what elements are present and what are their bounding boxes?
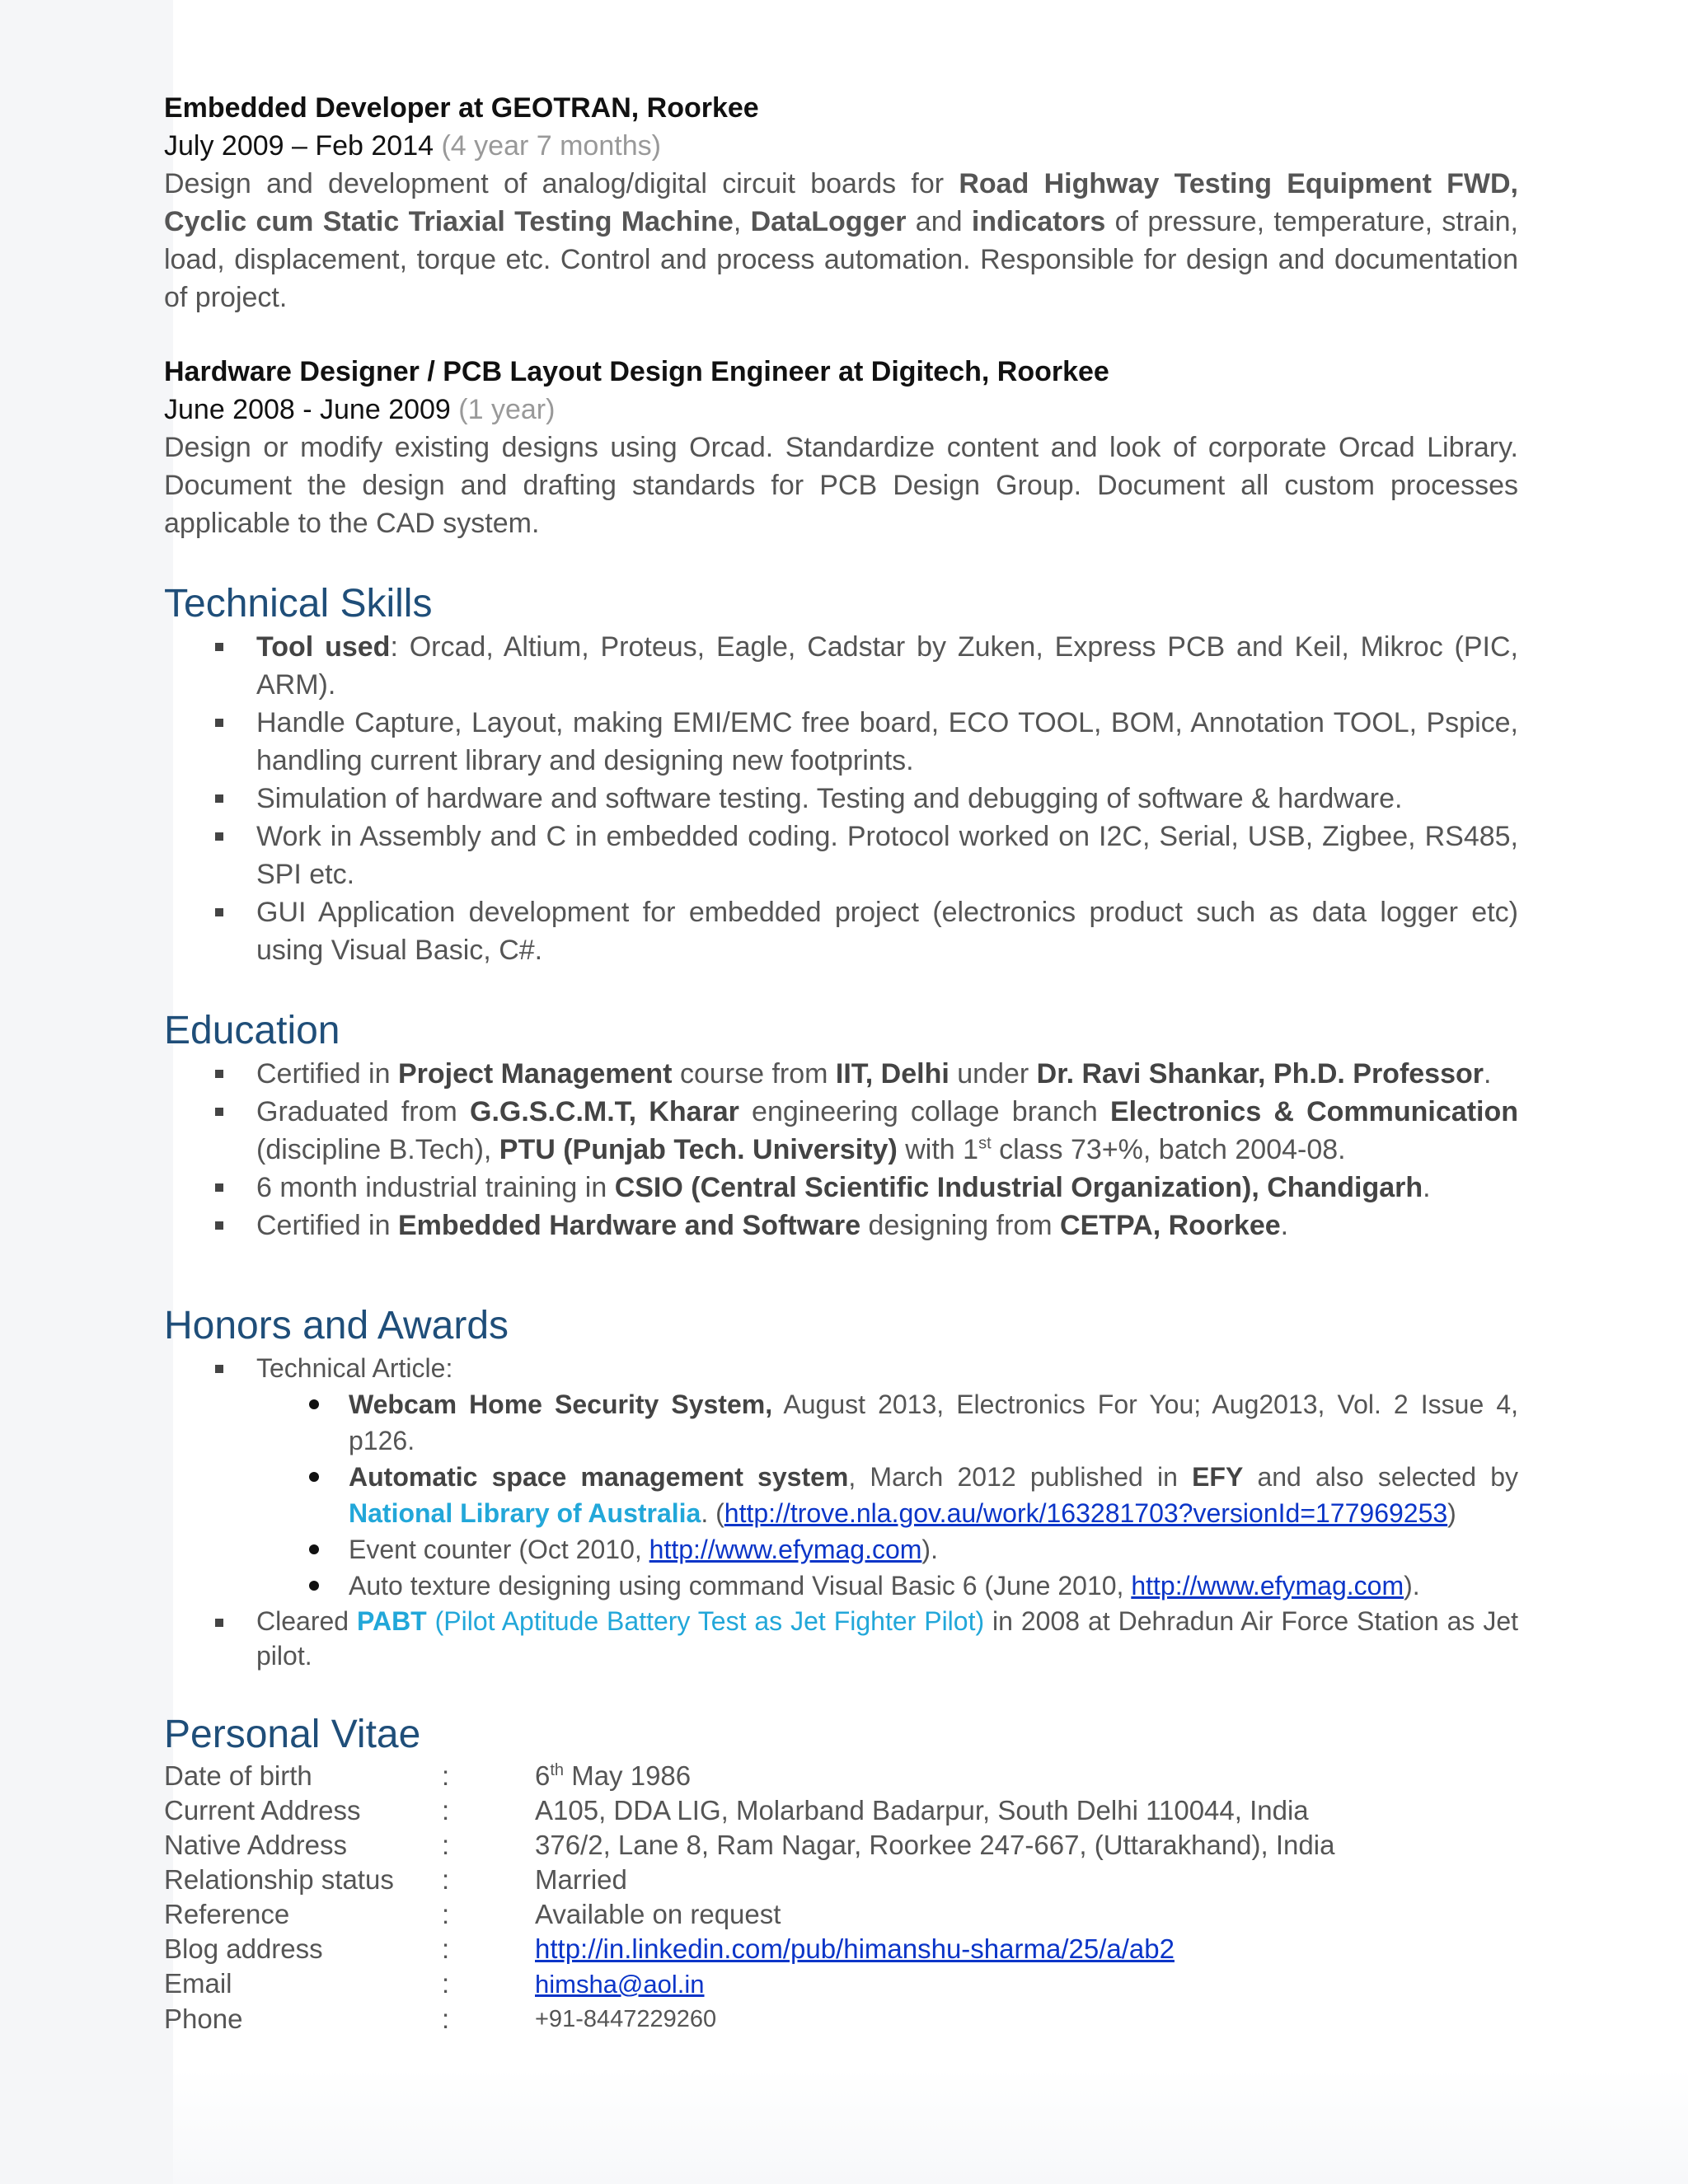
- edu-bold: G.G.S.C.M.T, Kharar: [470, 1096, 739, 1127]
- pabt-text: Cleared: [256, 1606, 357, 1636]
- sidebar-shade: [0, 0, 173, 2184]
- list-item: [256, 1604, 1518, 1673]
- edu-text: Certified in: [256, 1210, 398, 1241]
- vitae-value: A105, DDA LIG, Molarband Badarpur, South Delhi 110044, India: [535, 1795, 1309, 1825]
- section-education: [164, 1007, 1518, 1244]
- tool-label: Tool used: [256, 631, 391, 663]
- dob-sup: th: [550, 1761, 565, 1779]
- job-description: Design or modify existing designs using Orcad. Standardize content and look of corporate Orcad Library. Document the design and drafting standards for PCB Design Group. Document all custom processes applicable to the CAD system.: [164, 432, 1518, 539]
- vitae-label: Reference: [164, 1899, 290, 1929]
- pabt-text: in 2008 at Dehradun Air Force Station as Jet pilot.: [256, 1606, 1518, 1671]
- vitae-value: 376/2, Lane 8, Ram Nagar, Roorkee 247-667, (Uttarakhand), India: [535, 1830, 1335, 1860]
- vitae-colon: :: [442, 1795, 450, 1825]
- dob-rest: May 1986: [564, 1760, 692, 1791]
- desc-text: and: [906, 206, 972, 237]
- vitae-value: Available on request: [535, 1899, 781, 1929]
- article-item: [349, 1386, 1518, 1459]
- vitae-label: Blog address: [164, 1933, 323, 1964]
- section-honors-awards: [164, 1302, 1518, 1673]
- list-item: [256, 1207, 1518, 1244]
- edu-text: course from: [672, 1058, 836, 1090]
- article-title: Automatic space management system: [349, 1462, 849, 1492]
- list-item: Handle Capture, Layout, making EMI/EMC free board, ECO TOOL, BOM, Annotation TOOL, Pspice, handling current library and designing new footprints.: [256, 704, 1518, 780]
- list-item: Simulation of hardware and software testing. Testing and debugging of software & hardware.: [256, 780, 1518, 818]
- library-name: National Library of Australia: [349, 1498, 701, 1528]
- blog-link[interactable]: http://in.linkedin.com/pub/himanshu-sharma/25/a/ab2: [535, 1933, 1175, 1964]
- article-text: ): [1447, 1498, 1456, 1528]
- vitae-row: [164, 1897, 1518, 1932]
- list-item: GUI Application development for embedded project (electronics product such as data logger etc) using Visual Basic, C#.: [256, 893, 1518, 969]
- tool-text: : Orcad, Altium, Proteus, Eagle, Cadstar by Zuken, Express PCB and Keil, Mikroc (PIC, ARM).: [256, 631, 1519, 701]
- article-text: . (: [701, 1498, 724, 1528]
- article-label: Technical Article:: [256, 1353, 453, 1383]
- list-item: [256, 1350, 1518, 1604]
- section-technical-skills: [164, 580, 1518, 969]
- vitae-colon: :: [442, 1760, 450, 1791]
- list-item: [256, 1055, 1518, 1093]
- vitae-label: Relationship status: [164, 1864, 394, 1895]
- edu-text: Graduated from: [256, 1096, 470, 1127]
- vitae-value: +91-8447229260: [535, 2006, 717, 2032]
- article-item: [349, 1568, 1518, 1604]
- job-duration: (1 year): [458, 394, 556, 425]
- desc-text: of pressure, temperature, strain, load, displacement, torque etc. Control and process automation. Responsible for design and documentation of project.: [164, 206, 1519, 313]
- edu-text: engineering collage branch: [738, 1096, 1110, 1127]
- vitae-colon: :: [442, 2004, 450, 2034]
- job-duration: (4 year 7 months): [441, 130, 661, 162]
- article-title: Webcam Home Security System,: [349, 1390, 773, 1419]
- job-dates: [164, 391, 1518, 429]
- article-bold: EFY: [1192, 1462, 1244, 1492]
- skills-list: [164, 628, 1518, 969]
- edu-text: Certified in: [256, 1058, 398, 1090]
- list-item: [256, 1093, 1518, 1169]
- vitae-value: Married: [535, 1864, 627, 1895]
- vitae-row-dob: [164, 1759, 1518, 1793]
- resume-content: [164, 89, 1518, 2036]
- article-item: [349, 1531, 1518, 1568]
- edu-text: .: [1280, 1210, 1289, 1241]
- article-text: and also selected by: [1243, 1462, 1519, 1492]
- vitae-row-phone: [164, 2002, 1518, 2036]
- job-dates: [164, 127, 1518, 165]
- honors-list: [164, 1350, 1518, 1673]
- list-item: [256, 1169, 1518, 1207]
- bottom-shade: [173, 2069, 1688, 2184]
- vitae-value: [535, 1966, 1518, 2002]
- vitae-value: [535, 1759, 1518, 1793]
- articles-list: [256, 1386, 1518, 1604]
- article-item: [349, 1459, 1518, 1531]
- article-text: Event counter (Oct 2010,: [349, 1535, 649, 1564]
- section-heading: Technical Skills: [164, 582, 433, 626]
- vitae-label: Email: [164, 1968, 232, 1999]
- job-title: Embedded Developer at GEOTRAN, Roorkee: [164, 92, 759, 124]
- vitae-value: [535, 1932, 1518, 1966]
- vitae-row: [164, 1863, 1518, 1897]
- job-digitech: [164, 353, 1518, 542]
- trove-link[interactable]: http://trove.nla.gov.au/work/163281703?versionId=177969253: [724, 1498, 1448, 1528]
- pabt-bold: PABT: [356, 1606, 427, 1636]
- job-geotran: [164, 89, 1518, 316]
- vitae-colon: :: [442, 1968, 450, 1999]
- edu-bold: Embedded Hardware and Software: [397, 1210, 861, 1241]
- vitae-label: Date of birth: [164, 1760, 312, 1791]
- section-heading: Personal Vitae: [164, 1713, 421, 1756]
- section-heading: Honors and Awards: [164, 1304, 509, 1347]
- edu-bold: CETPA, Roorkee: [1060, 1210, 1281, 1241]
- edu-bold: PTU (Punjab Tech. University): [499, 1134, 898, 1165]
- vitae-label: Current Address: [164, 1795, 361, 1825]
- education-list: [164, 1055, 1518, 1244]
- dob-day: 6: [535, 1760, 551, 1791]
- vitae-colon: :: [442, 1899, 450, 1929]
- vitae-colon: :: [442, 1864, 450, 1895]
- efymag-link[interactable]: http://www.efymag.com: [1131, 1571, 1404, 1601]
- edu-text: (discipline B.Tech),: [256, 1134, 499, 1165]
- job-date-range: June 2008 - June 2009: [164, 394, 451, 425]
- article-text: Auto texture designing using command Visual Basic 6 (June 2010,: [349, 1571, 1132, 1601]
- list-item: [256, 628, 1518, 704]
- article-text: ).: [921, 1535, 938, 1564]
- edu-text: .: [1484, 1058, 1492, 1090]
- section-heading: Education: [164, 1009, 340, 1052]
- vitae-label: Phone: [164, 2004, 243, 2034]
- edu-bold: CSIO (Central Scientific Industrial Organization), Chandigarh: [614, 1172, 1423, 1203]
- edu-text: 6 month industrial training in: [256, 1172, 615, 1203]
- edu-text: designing from: [860, 1210, 1061, 1241]
- edu-bold: Electronics & Communication: [1109, 1096, 1518, 1127]
- job-title: Hardware Designer / PCB Layout Design Engineer at Digitech, Roorkee: [164, 356, 1109, 387]
- vitae-label: Native Address: [164, 1830, 347, 1860]
- job-description: [164, 165, 1518, 316]
- edu-text: class 73+%, batch 2004-08.: [991, 1134, 1346, 1165]
- desc-bold: DataLogger: [750, 206, 907, 237]
- desc-bold: indicators: [971, 206, 1106, 237]
- vitae-row-email: [164, 1966, 1518, 2002]
- pabt-expansion: (Pilot Aptitude Battery Test as Jet Fighter Pilot): [426, 1606, 985, 1636]
- email-link[interactable]: himsha@aol.in: [535, 1970, 705, 1999]
- vitae-colon: :: [442, 1933, 450, 1964]
- edu-bold: IIT, Delhi: [835, 1058, 950, 1090]
- desc-bold: Road Highway Testing Equipment FWD, Cyclic cum Static Triaxial Testing Machine: [164, 168, 1518, 237]
- section-personal-vitae: [164, 1711, 1518, 2036]
- article-text: ).: [1404, 1571, 1420, 1601]
- article-text: , March 2012 published in: [848, 1462, 1193, 1492]
- edu-text: .: [1423, 1172, 1431, 1203]
- efymag-link[interactable]: http://www.efymag.com: [649, 1535, 922, 1564]
- vitae-row: [164, 1793, 1518, 1828]
- edu-text: under: [949, 1058, 1037, 1090]
- job-date-range: July 2009 – Feb 2014: [164, 130, 434, 162]
- edu-text: with 1: [897, 1134, 979, 1165]
- desc-text: ,: [733, 206, 751, 237]
- vitae-row-blog: [164, 1932, 1518, 1966]
- article-text: August 2013, Electronics For You; Aug2013, Vol. 2 Issue 4, p126.: [349, 1390, 1519, 1455]
- vitae-colon: :: [442, 1830, 450, 1860]
- vitae-row: [164, 1828, 1518, 1863]
- edu-bold: Dr. Ravi Shankar, Ph.D. Professor: [1036, 1058, 1484, 1090]
- desc-text: Design and development of analog/digital circuit boards for: [164, 168, 959, 199]
- edu-sup: st: [978, 1134, 992, 1153]
- edu-bold: Project Management: [397, 1058, 673, 1090]
- vitae-table: [164, 1759, 1518, 2036]
- list-item: Work in Assembly and C in embedded coding. Protocol worked on I2C, Serial, USB, Zigbee, RS485, SPI etc.: [256, 818, 1518, 893]
